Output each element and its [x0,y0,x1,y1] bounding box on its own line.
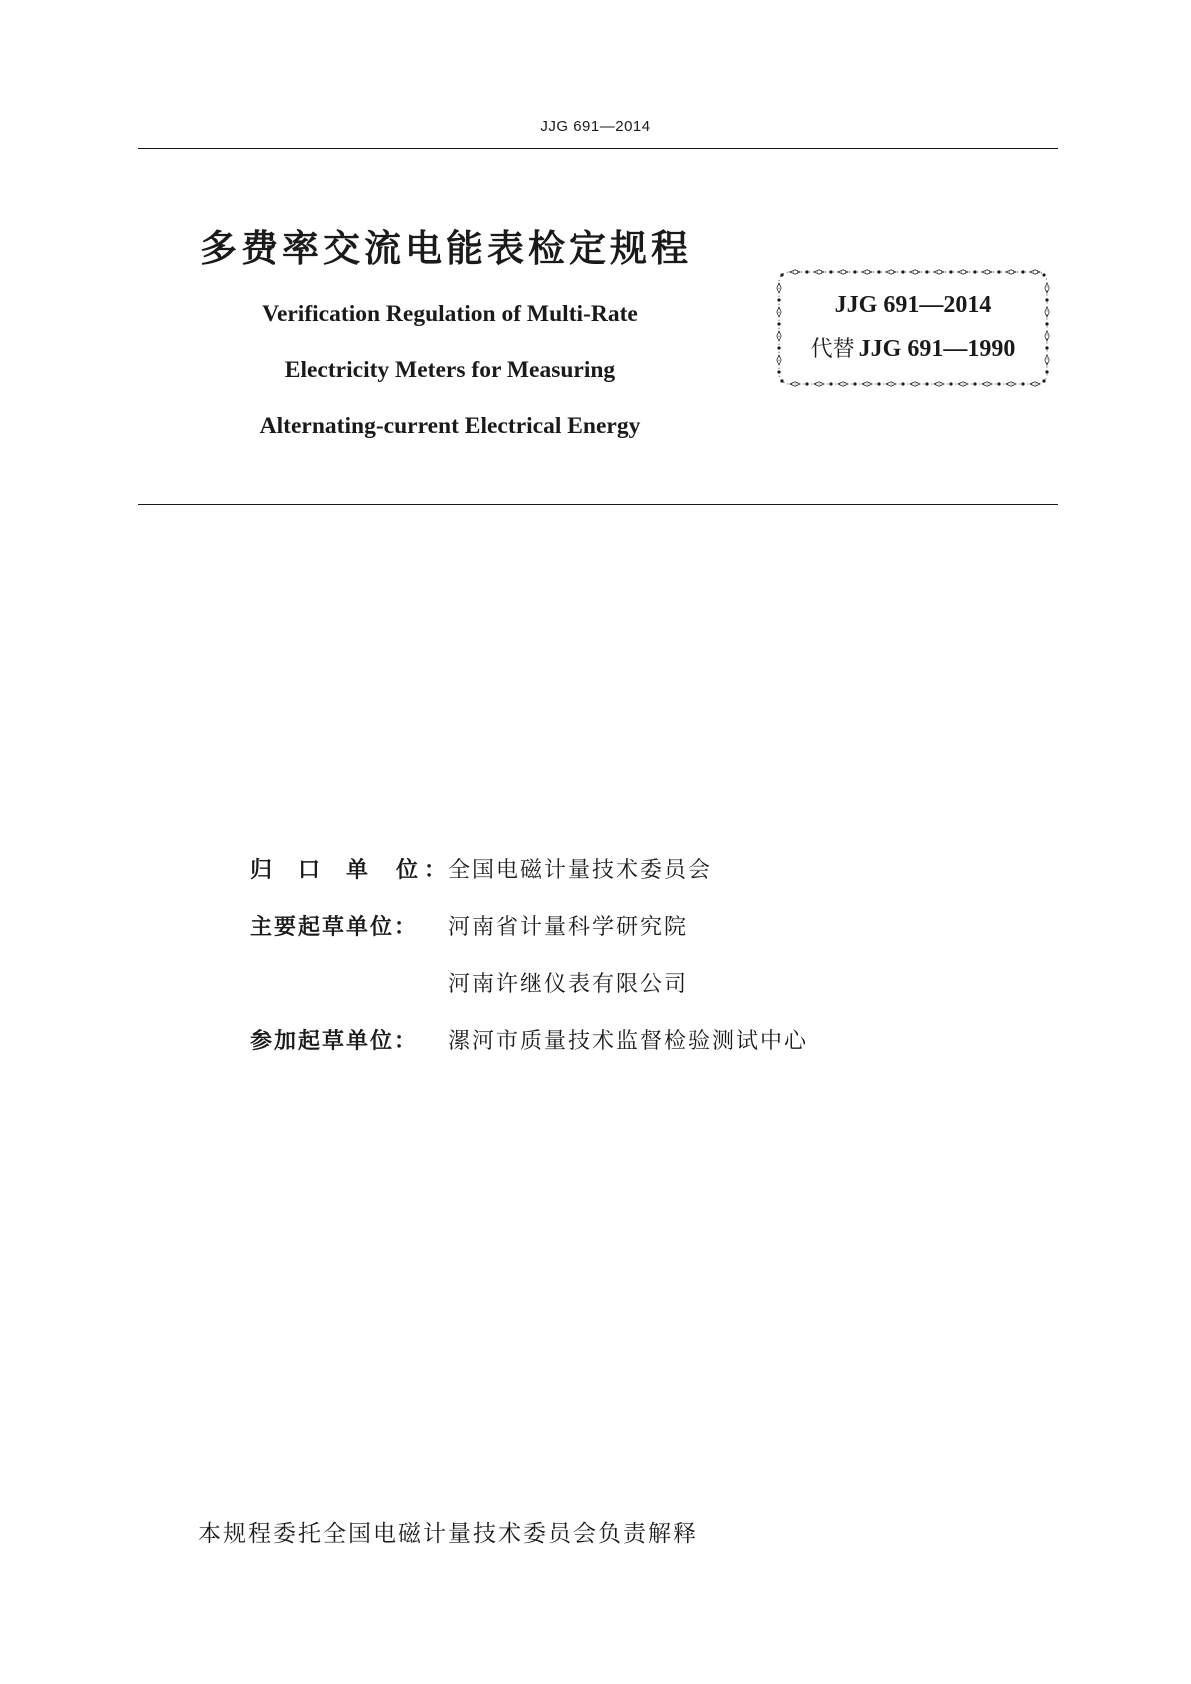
title-english [200,286,700,454]
code-replaces [775,332,1051,363]
responsible-unit-label-char: 口 [298,858,321,883]
main-drafting-value-1: 河南省计量科学研究院 [448,915,689,940]
replaces-prefix: 代替 [810,337,855,362]
responsible-unit-label-char: 位 [396,858,419,883]
participating-value: 漯河市质量技术监督检验测试中心 [448,1029,809,1054]
responsible-unit-row [250,842,808,899]
code-box [775,268,1051,388]
title-english-line-1: Verification Regulation of Multi-Rate [262,301,638,327]
code-number: JJG 691—2014 [834,292,992,318]
drafting-units [250,842,808,1070]
responsible-unit-label-char: 单 [346,858,369,883]
code-box-border [775,268,1051,388]
responsible-unit-label-char: ： [424,858,447,883]
responsible-unit-label [250,842,448,899]
replaces-code: JJG 691—1990 [858,336,1016,362]
footer-note: 本规程委托全国电磁计量技术委员会负责解释 [198,1521,698,1547]
running-head: JJG 691—2014 [540,118,651,135]
responsible-unit-label-char: 归 [250,858,273,883]
main-drafting-row-2 [250,956,808,1013]
bottom-rule [138,504,1058,505]
title-english-line-2: Electricity Meters for Measuring [284,357,616,383]
top-rule [138,148,1058,149]
main-drafting-label: 主要起草单位： [250,915,419,940]
responsible-unit-value: 全国电磁计量技术委员会 [448,858,713,883]
participating-row [250,1013,808,1070]
title-chinese: 多费率交流电能表检定规程 [200,227,692,270]
participating-label: 参加起草单位： [250,1029,419,1054]
title-english-line-3: Alternating-current Electrical Energy [259,413,641,439]
main-drafting-value-2: 河南许继仪表有限公司 [448,972,689,997]
main-drafting-row [250,899,808,956]
